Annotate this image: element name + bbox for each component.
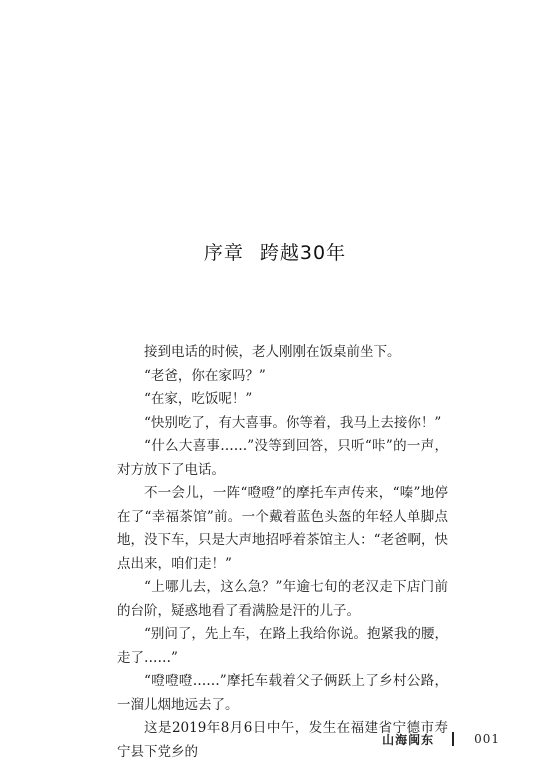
paragraph: “别问了，先上车，在路上我给你说。抱紧我的腰，走了……”	[117, 626, 448, 666]
paragraph: “上哪儿去，这么急？”年逾七旬的老汉走下店门前的台阶，疑惑地看了看满脸是汗的儿子。	[117, 579, 448, 619]
paragraph: 这是2019年8月6日中午，发生在福建省宁德市寿宁县下党乡的	[117, 720, 448, 760]
chapter-title	[0, 238, 550, 265]
paragraph: “老爸，你在家吗？”	[144, 367, 266, 384]
paragraph: “什么大喜事……”没等到回答，只听“咔”的一声，对方放下了电话。	[117, 438, 448, 478]
paragraph: 接到电话的时候，老人刚刚在饭桌前坐下。	[144, 344, 401, 360]
paragraph: “噔噔噔……”摩托车载着父子俩跃上了乡村公路，一溜儿烟地远去了。	[117, 673, 448, 713]
paragraph: 不一会儿，一阵“噔噔”的摩托车声传来，“嗪”地停在了“幸福茶馆”前。一个戴着蓝色头盔的年轻人单脚点地，没下车，只是大声地招呼着茶馆主人：“老爸啊，快点出来，咱们走！”	[117, 485, 448, 572]
page-footer	[382, 729, 500, 749]
body-text	[117, 341, 448, 764]
book-name: 山海闽东	[382, 732, 435, 747]
chapter-label: 序章	[203, 242, 244, 264]
paragraph: “快别吃了，有大喜事。你等着，我马上去接你！”	[144, 414, 442, 431]
page-number: 001	[474, 732, 500, 746]
chapter-name: 跨越30年	[259, 242, 347, 264]
footer-divider	[452, 732, 454, 746]
paragraph: “在家，吃饭呢！”	[144, 391, 253, 407]
